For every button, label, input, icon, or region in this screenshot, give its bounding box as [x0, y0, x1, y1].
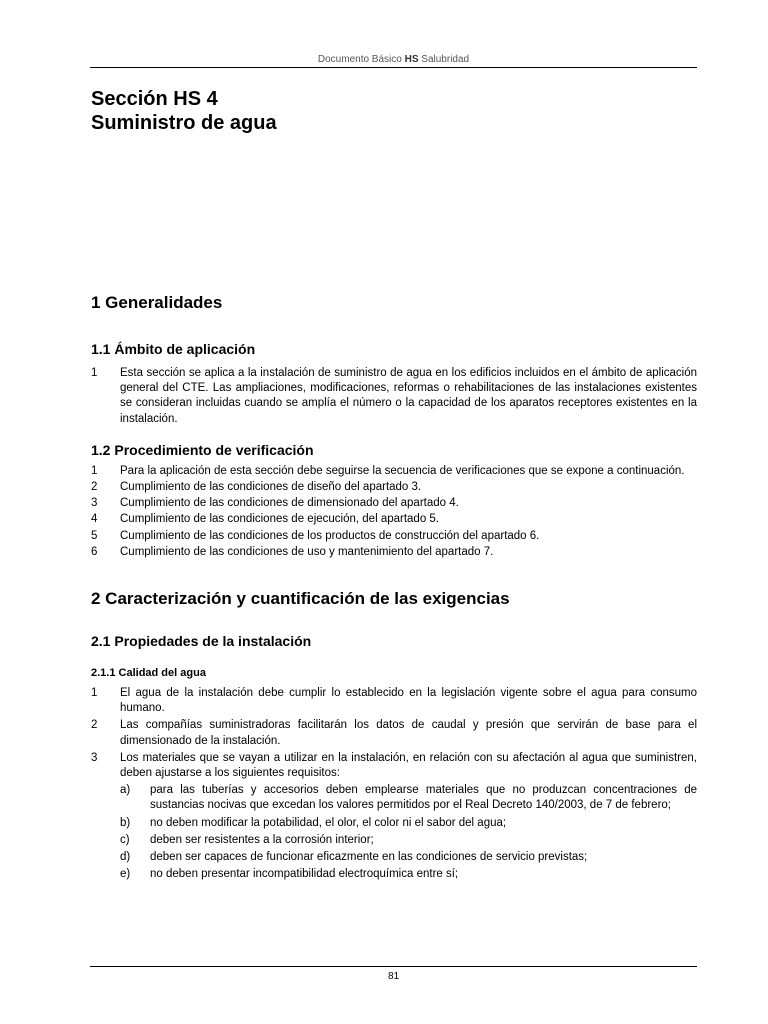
paragraph-number: 2	[91, 481, 98, 494]
paragraph	[91, 751, 697, 781]
paragraph	[91, 480, 697, 495]
header-code: HS	[404, 54, 419, 65]
sub-item-text: para las tuberías y accesorios deben emplearse materiales que no produzcan concentraciones de sustancias nocivas que excedan los valores permitidos por el Real Decreto 140/2003, de 7 de febrero;	[150, 784, 697, 812]
paragraph-number: 1	[91, 464, 98, 477]
paragraph-number: 3	[91, 497, 98, 510]
heading-2: 2 Caracterización y cuantificación de las exigencias	[91, 589, 510, 609]
paragraph-number: 1	[91, 367, 98, 379]
paragraph-text: Cumplimiento de las condiciones de uso y mantenimiento del apartado 7.	[120, 545, 494, 558]
paragraph-text: Los materiales que se vayan a utilizar en la instalación, en relación con su afectación al agua que suministren, deben ajustarse a los siguientes requisitos:	[120, 751, 697, 780]
paragraph-text: Cumplimiento de las condiciones de los productos de construcción del apartado 6.	[120, 529, 540, 542]
page-content	[91, 292, 697, 882]
paragraph-number: 1	[91, 687, 98, 700]
header-prefix: Documento Básico	[317, 54, 402, 65]
sub-item-text: deben ser capaces de funcionar eficazmente en las condiciones de servicio previstas;	[150, 851, 588, 864]
paragraph	[91, 496, 697, 511]
header-suffix: Salubridad	[421, 54, 470, 65]
heading-1-2: 1.2 Procedimiento de verificación	[91, 441, 314, 458]
paragraph	[91, 512, 697, 527]
section-title-line2: Suministro de agua	[91, 112, 277, 134]
paragraph	[91, 686, 697, 716]
paragraph	[91, 464, 697, 479]
header-rule	[90, 67, 697, 68]
heading-2-1: 2.1 Propiedades de la instalación	[91, 633, 312, 650]
paragraph-text: Para la aplicación de esta sección debe seguirse la secuencia de verificaciones que se expone a continuación.	[120, 464, 685, 477]
sub-item-letter: a)	[120, 784, 131, 797]
paragraph	[91, 366, 697, 427]
sub-item-letter: b)	[120, 816, 131, 829]
sub-item	[120, 867, 697, 882]
page-number: 81	[387, 971, 400, 982]
paragraph-number: 3	[91, 751, 98, 764]
sub-item-letter: c)	[120, 833, 130, 846]
paragraph	[91, 545, 697, 560]
heading-1: 1 Generalidades	[91, 293, 223, 312]
paragraph-text: Cumplimiento de las condiciones de dimensionado del apartado 4.	[120, 497, 459, 510]
paragraph-text: Cumplimiento de las condiciones de diseño del apartado 3.	[120, 481, 422, 494]
paragraph	[91, 529, 697, 544]
footer-rule	[90, 966, 697, 967]
paragraph-number: 5	[91, 529, 98, 542]
running-header	[90, 54, 697, 65]
sub-item	[120, 850, 697, 865]
sub-item-text: deben ser resistentes a la corrosión interior;	[150, 833, 374, 846]
sub-item	[120, 833, 697, 848]
heading-1-1: 1.1 Ámbito de aplicación	[91, 341, 256, 357]
section-title	[91, 87, 277, 135]
paragraph-text: El agua de la instalación debe cumplir lo establecido en la legislación vigente sobre el agua para consumo humano.	[120, 687, 697, 715]
paragraph-number: 4	[91, 513, 98, 526]
paragraph-text: Las compañías suministradoras facilitarán los datos de caudal y presión que servirán de base para el dimensionado de la instalación.	[120, 719, 697, 747]
paragraph-text: Cumplimiento de las condiciones de ejecución, del apartado 5.	[120, 513, 440, 526]
sub-item	[120, 816, 697, 831]
sub-item-text: no deben modificar la potabilidad, el olor, el color ni el sabor del agua;	[150, 816, 507, 829]
paragraph-text: Esta sección se aplica a la instalación de suministro de agua en los edificios incluidos en el ámbito de aplicación general del CTE. Las ampliaciones, modificaciones, reformas o rehabilitaciones de las instalaciones existentes se consideran incluidas cuando se amplía el número o la capacidad de los aparatos receptores existentes en la instalación.	[120, 367, 697, 425]
sub-item	[120, 783, 697, 813]
sub-item-letter: e)	[120, 868, 131, 881]
paragraph	[91, 718, 697, 748]
section-title-line1: Sección HS 4	[91, 88, 218, 110]
sub-item-text: no deben presentar incompatibilidad electroquímica entre sí;	[150, 868, 459, 881]
paragraph-number: 2	[91, 719, 98, 732]
sub-item-letter: d)	[120, 851, 131, 864]
heading-2-1-1: 2.1.1 Calidad del agua	[91, 667, 206, 680]
paragraph-number: 6	[91, 545, 98, 558]
